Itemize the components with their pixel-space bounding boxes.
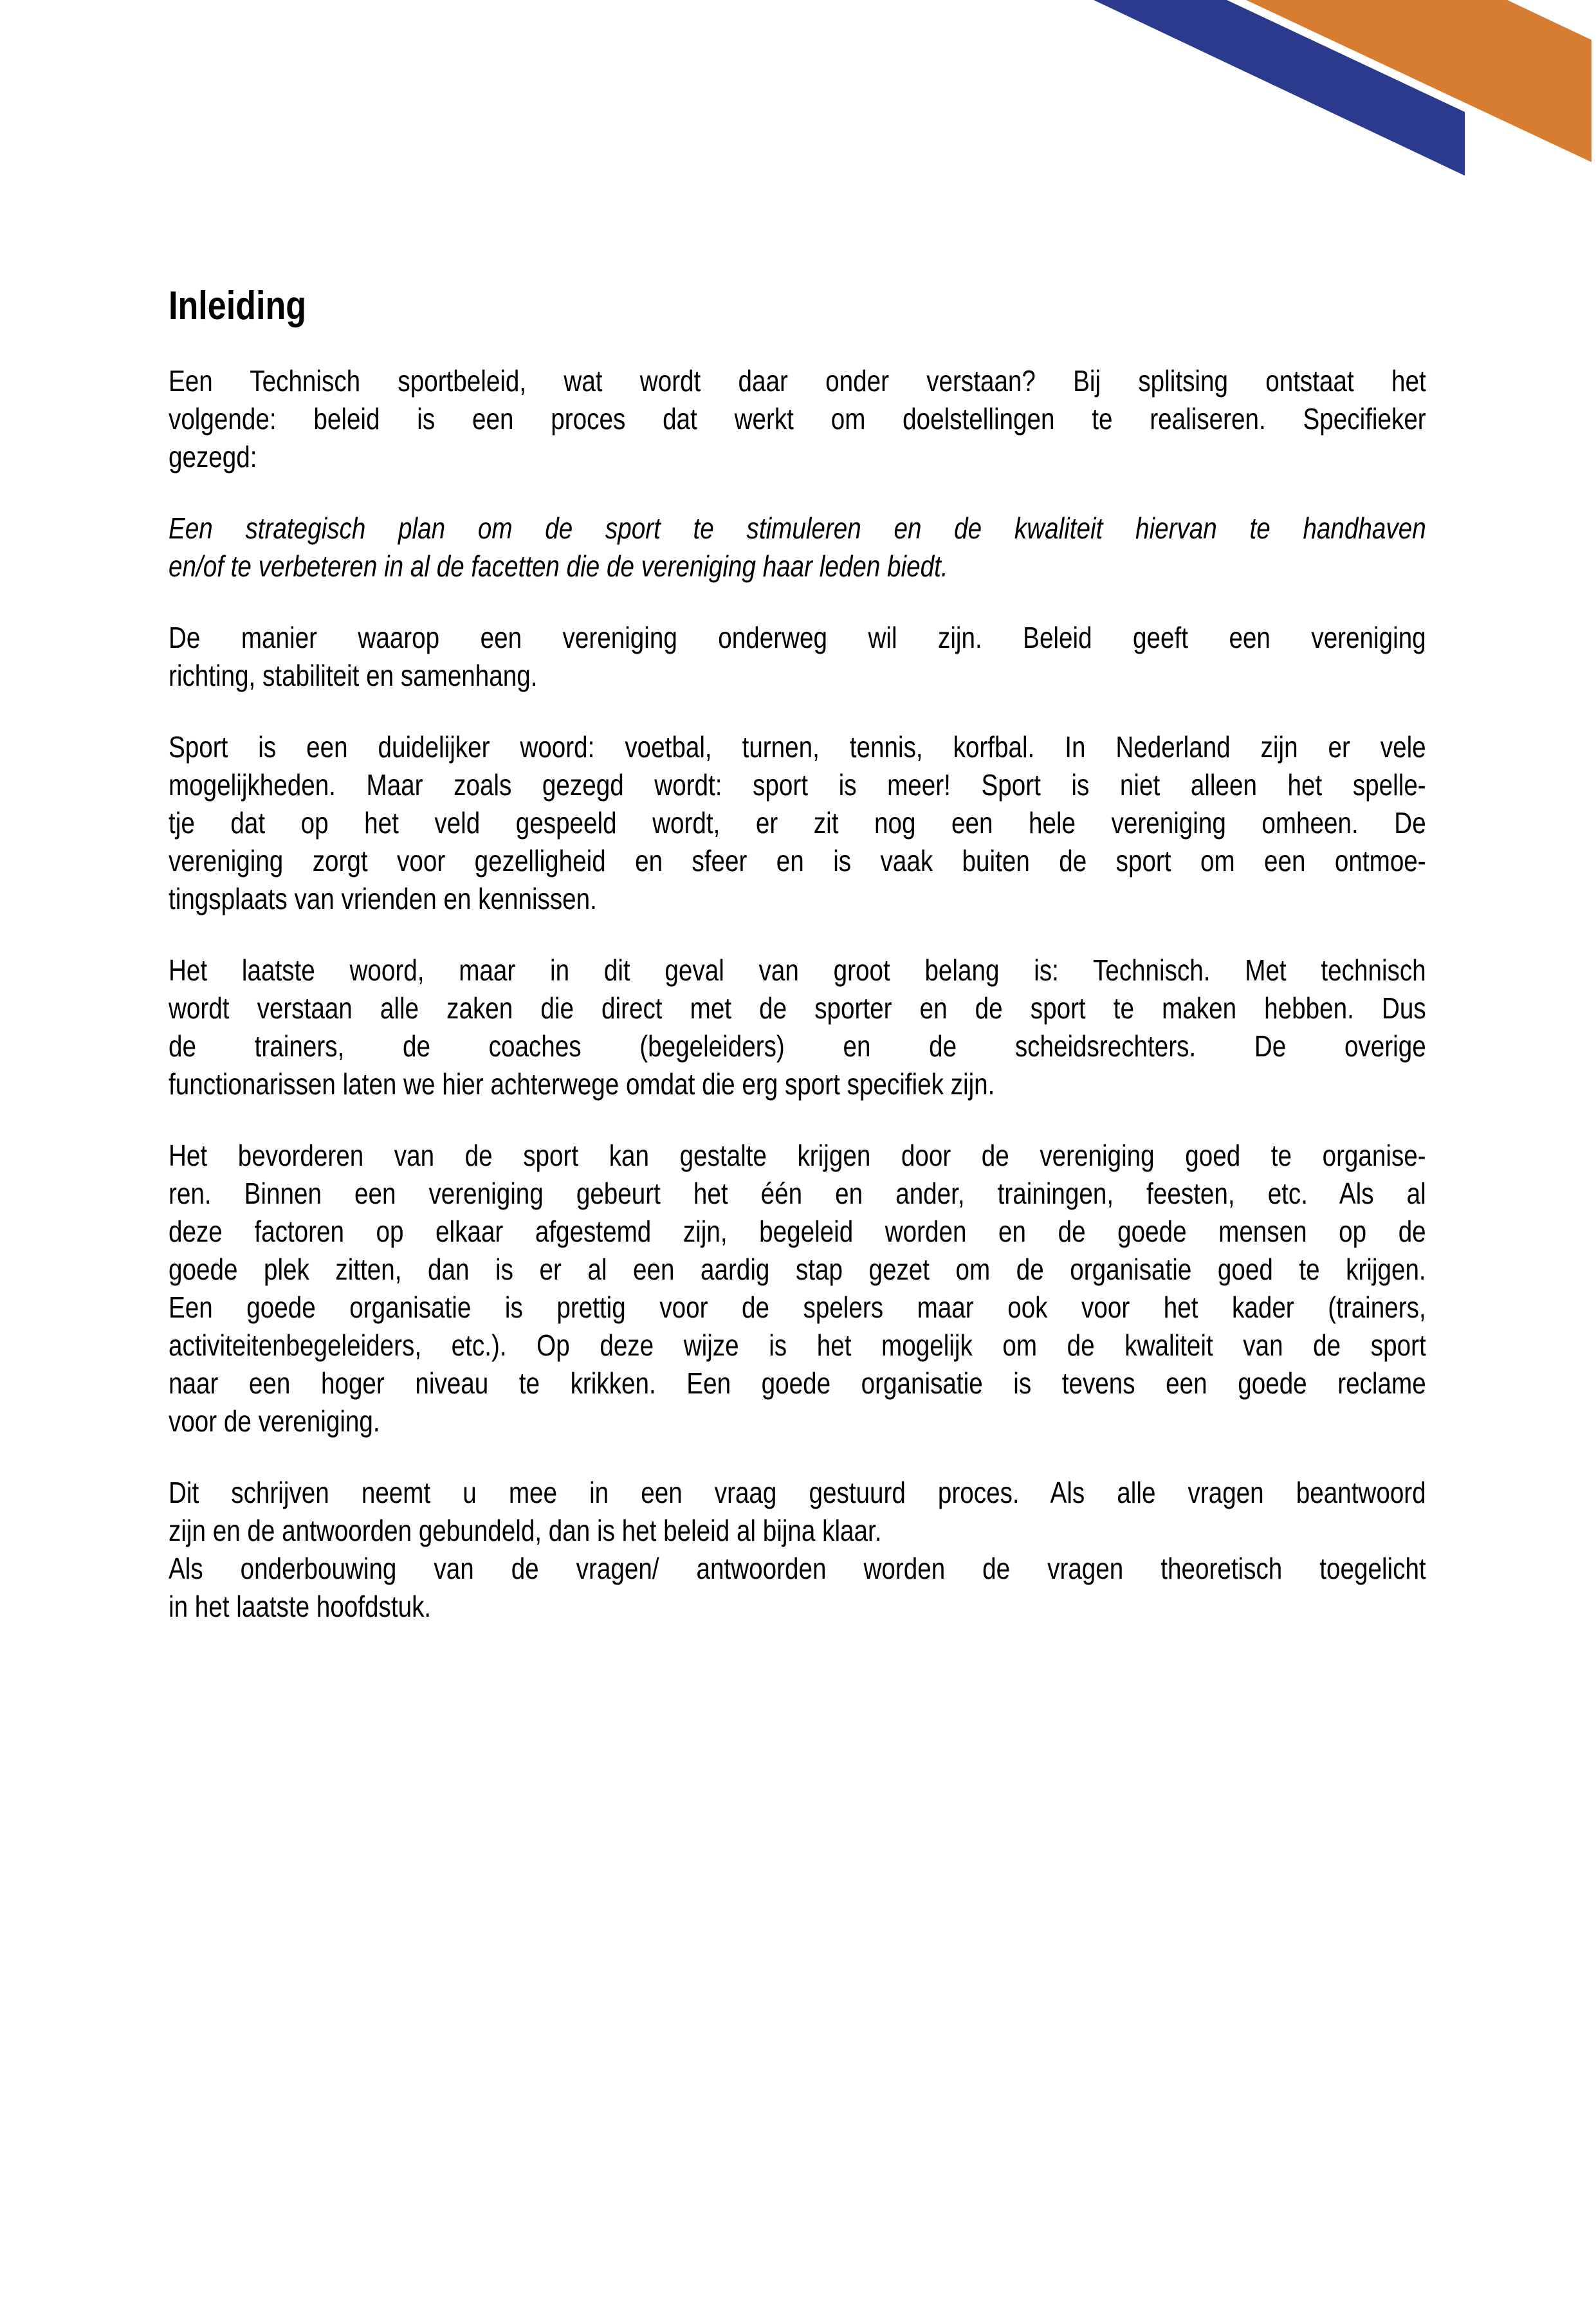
text-line: in het laatste hoofdstuk. xyxy=(169,1590,432,1623)
paragraph xyxy=(169,728,1426,918)
text-line: Het bevorderen van de sport kan gestalte krijgen door de vereniging goed te organise- xyxy=(169,1139,1426,1172)
text-line: Een strategisch plan om de sport te stimuleren en de kwaliteit hiervan te handhaven xyxy=(169,511,1426,545)
text-line: deze factoren op elkaar afgestemd zijn, begeleid worden en de goede mensen op de xyxy=(169,1215,1426,1248)
paragraph xyxy=(169,1137,1426,1440)
document-page xyxy=(169,283,1596,1659)
text-line: volgende: beleid is een proces dat werkt om doelstellingen te realiseren. Specifieker xyxy=(169,402,1426,436)
text-line: en/of te verbeteren in al de facetten die de vereniging haar leden biedt. xyxy=(169,549,948,583)
ribbon-decoration xyxy=(0,0,1596,193)
text-line: Sport is een duidelijker woord: voetbal, turnen, tennis, korfbal. In Nederland zijn er vele xyxy=(169,730,1426,764)
text-line: Als onderbouwing van de vragen/ antwoorden worden de vragen theoretisch toegelicht xyxy=(169,1552,1426,1585)
text-line: gezegd: xyxy=(169,440,257,473)
text-line: Dit schrijven neemt u mee in een vraag gestuurd proces. Als alle vragen beantwoord xyxy=(169,1476,1426,1509)
paragraph xyxy=(169,362,1426,476)
text-line: vereniging zorgt voor gezelligheid en sfeer en is vaak buiten de sport om een ontmoe- xyxy=(169,844,1426,878)
text-line: tje dat op het veld gespeeld wordt, er zit nog een hele vereniging omheen. De xyxy=(169,806,1426,840)
text-line: Het laatste woord, maar in dit geval van groot belang is: Technisch. Met technisch xyxy=(169,953,1426,987)
text-line: ren. Binnen een vereniging gebeurt het één en ander, trainingen, feesten, etc. Als al xyxy=(169,1177,1426,1210)
paragraph xyxy=(169,510,1426,585)
text-line: voor de vereniging. xyxy=(169,1404,380,1438)
text-line: functionarissen laten we hier achterwege omdat die erg sport specifiek zijn. xyxy=(169,1067,995,1101)
text-line: Een Technisch sportbeleid, wat wordt daar onder verstaan? Bij splitsing ontstaat het xyxy=(169,364,1426,398)
text-line: wordt verstaan alle zaken die direct met de sporter en de sport te maken hebben. Dus xyxy=(169,991,1426,1025)
text-line: naar een hoger niveau te krikken. Een goede organisatie is tevens een goede reclame xyxy=(169,1366,1426,1400)
paragraph xyxy=(169,619,1426,695)
text-line: de trainers, de coaches (begeleiders) en de scheidsrechters. De overige xyxy=(169,1029,1426,1063)
text-line: goede plek zitten, dan is er al een aardig stap gezet om de organisatie goed te krijgen. xyxy=(169,1253,1426,1286)
page-title: Inleiding xyxy=(169,284,307,328)
paragraph xyxy=(169,951,1426,1103)
text-line: tingsplaats van vrienden en kennissen. xyxy=(169,882,597,915)
text-line: De manier waarop een vereniging onderweg wil zijn. Beleid geeft een vereniging xyxy=(169,621,1426,654)
text-line: zijn en de antwoorden gebundeld, dan is het beleid al bijna klaar. xyxy=(169,1514,882,1547)
text-line: mogelijkheden. Maar zoals gezegd wordt: sport is meer! Sport is niet alleen het spelle- xyxy=(169,768,1426,802)
text-line: activiteitenbegeleiders, etc.). Op deze wijze is het mogelijk om de kwaliteit van de sport xyxy=(169,1328,1426,1362)
text-line: richting, stabiliteit en samenhang. xyxy=(169,659,538,692)
paragraphs xyxy=(169,362,1426,1626)
paragraph xyxy=(169,1474,1426,1626)
text-line: Een goede organisatie is prettig voor de spelers maar ook voor het kader (trainers, xyxy=(169,1291,1426,1324)
